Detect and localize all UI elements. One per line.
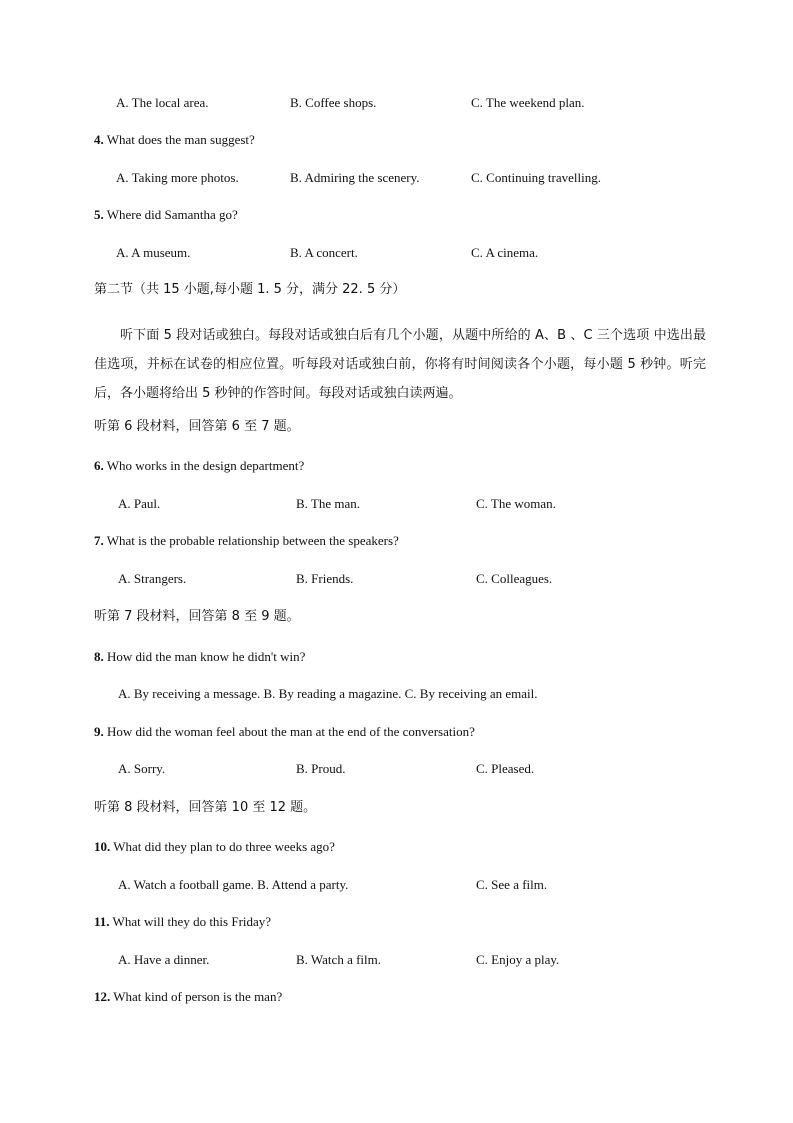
question-number: 7. xyxy=(94,533,104,548)
instructions-paragraph: 听下面 5 段对话或独白。每段对话或独白后有几个小题，从题中所给的 A、B 、C 三个选项 中选出最佳选项，并标在试卷的相应位置。听每段对话或独白前，你将有时间阅读各个小题，每小题 5 秒钟。听完后，各小题将给出 5 秒钟的作答时间。每段对话或独白读两遍。 xyxy=(94,328,706,401)
q3-option-b: B. Coffee shops. xyxy=(290,95,377,110)
q6-option-c: C. The woman. xyxy=(476,496,556,511)
q7-option-a: A. Strangers. xyxy=(118,571,187,586)
section-heading: 第二节（共 15 小题,每小题 1. 5 分，满分 22. 5 分） xyxy=(94,282,406,297)
q5-option-b: B. A concert. xyxy=(290,245,358,260)
q9-option-c: C. Pleased. xyxy=(476,761,535,776)
q11-option-b: B. Watch a film. xyxy=(296,952,382,967)
q5-option-a: A. A museum. xyxy=(116,245,191,260)
material-6-heading: 听第 6 段材料，回答第 6 至 7 题。 xyxy=(94,419,300,434)
question-6 xyxy=(94,458,304,474)
q4-option-c: C. Continuing travelling. xyxy=(471,170,601,185)
question-5 xyxy=(94,207,238,223)
q4-option-b: B. Admiring the scenery. xyxy=(290,170,420,185)
question-10 xyxy=(94,839,335,855)
question-text: Where did Samantha go? xyxy=(103,207,238,222)
q6-option-b: B. The man. xyxy=(296,496,361,511)
question-number: 8. xyxy=(94,649,104,664)
question-number: 6. xyxy=(94,458,104,473)
q11-option-c: C. Enjoy a play. xyxy=(476,952,560,967)
q5-option-c: C. A cinema. xyxy=(471,245,539,260)
question-7 xyxy=(94,533,399,549)
question-text: What is the probable relationship between the speakers? xyxy=(103,533,399,548)
question-number: 4. xyxy=(94,132,104,147)
question-text: What kind of person is the man? xyxy=(110,989,283,1004)
q6-option-a: A. Paul. xyxy=(118,496,161,511)
q9-option-b: B. Proud. xyxy=(296,761,346,776)
question-11 xyxy=(94,914,271,930)
material-8-heading: 听第 8 段材料，回答第 10 至 12 题。 xyxy=(94,800,317,815)
q10-options-ab: A. Watch a football game. B. Attend a party. xyxy=(118,877,349,892)
q7-option-b: B. Friends. xyxy=(296,571,354,586)
question-8 xyxy=(94,649,305,665)
question-text: How did the man know he didn't win? xyxy=(103,649,306,664)
question-text: What does the man suggest? xyxy=(103,132,255,147)
question-12 xyxy=(94,989,282,1005)
question-text: How did the woman feel about the man at the end of the conversation? xyxy=(103,724,475,739)
question-number: 5. xyxy=(94,207,104,222)
question-text: What will they do this Friday? xyxy=(109,914,272,929)
q4-option-a: A. Taking more photos. xyxy=(116,170,239,185)
question-text: What did they plan to do three weeks ago? xyxy=(110,839,335,854)
question-number: 9. xyxy=(94,724,104,739)
q11-option-a: A. Have a dinner. xyxy=(118,952,210,967)
q9-option-a: A. Sorry. xyxy=(118,761,166,776)
q3-option-a: A. The local area. xyxy=(116,95,209,110)
material-7-heading: 听第 7 段材料，回答第 8 至 9 题。 xyxy=(94,609,300,624)
q10-option-c: C. See a film. xyxy=(476,877,548,892)
q3-option-c: C. The weekend plan. xyxy=(471,95,585,110)
question-number: 10. xyxy=(94,839,111,854)
question-text: Who works in the design department? xyxy=(103,458,305,473)
question-number: 12. xyxy=(94,989,111,1004)
question-4 xyxy=(94,132,255,148)
question-9 xyxy=(94,724,475,740)
q8-options: A. By receiving a message. B. By reading a magazine. C. By receiving an email. xyxy=(118,686,538,701)
question-number: 11. xyxy=(94,914,110,929)
q7-option-c: C. Colleagues. xyxy=(476,571,553,586)
